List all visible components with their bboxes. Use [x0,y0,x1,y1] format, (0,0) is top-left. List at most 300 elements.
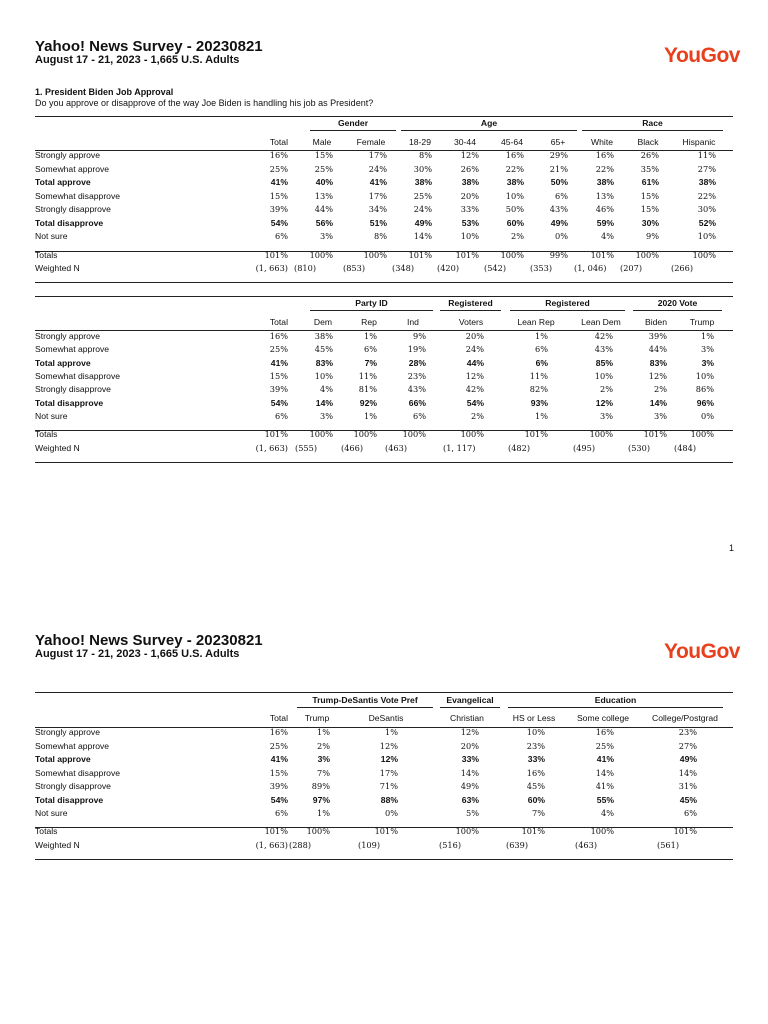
table-rule [35,296,733,297]
row-label: Total approve [35,754,91,764]
table-cell: 100% [589,429,613,439]
table-cell: (1, 663) [255,443,288,453]
table-cell: 39% [269,384,288,394]
table-cell: 14% [315,398,333,408]
table-cell: 6% [684,808,697,818]
group-header: Education [594,695,637,705]
table-cell: 31% [678,781,697,791]
table-cell: 3% [654,411,667,421]
table-cell: 100% [635,250,659,260]
table-cell: 15% [269,371,288,381]
row-label: Somewhat approve [35,164,110,174]
table-cell: 1% [364,331,377,341]
table-cell: 49% [414,218,432,228]
table-cell: 88% [380,795,398,805]
table-cell: 39% [269,204,288,214]
table-cell: 100% [306,826,330,836]
column-header: Ind [407,317,419,327]
table-cell: 101% [521,826,545,836]
table-cell: 11% [529,371,548,381]
row-label: Totals [35,826,58,836]
table-cell: 54% [270,795,288,805]
table-cell: 85% [595,358,613,368]
table-cell: 19% [407,344,426,354]
table-cell: (561) [657,840,680,850]
row-label: Strongly disapprove [35,781,111,791]
page1-subtitle: August 17 - 21, 2023 - 1,665 U.S. Adults [35,54,240,66]
column-header: 65+ [550,137,566,147]
table-cell: 101% [590,250,614,260]
column-header: Trump [304,713,330,723]
table-cell: 100% [363,250,387,260]
table-cell: 45% [314,344,333,354]
row-label: Strongly disapprove [35,204,111,214]
table-cell: 4% [601,808,614,818]
table-cell: 15% [640,204,659,214]
column-header: Lean Dem [581,317,621,327]
table-cell: 1% [385,727,398,737]
table-cell: 23% [526,741,545,751]
table-cell: 4% [601,231,614,241]
table-cell: (542) [484,263,507,273]
table-cell: 16% [595,727,614,737]
table-cell: 100% [402,429,426,439]
table-cell: 97% [312,795,330,805]
column-header: Lean Rep [517,317,555,327]
table-cell: 7% [532,808,545,818]
table-cell: 41% [595,781,614,791]
column-header: College/Postgrad [652,713,718,723]
column-header: DeSantis [368,713,404,723]
row-label: Total disapprove [35,398,104,408]
table-cell: 12% [648,371,667,381]
table-cell: 25% [314,164,333,174]
table-cell: 38% [314,331,333,341]
table-cell: (348) [392,263,415,273]
table-cell: 14% [678,768,697,778]
row-label: Strongly disapprove [35,384,111,394]
table-cell: 2% [511,231,524,241]
table-cell: 30% [641,218,659,228]
table-cell: 82% [529,384,548,394]
table-cell: (466) [341,443,364,453]
table-cell: 1% [364,411,377,421]
column-header: Total [269,317,288,327]
question-title: 1. President Biden Job Approval [35,87,174,97]
yougov-logo: YouGov [664,44,740,67]
table-cell: 44% [314,204,333,214]
table-cell: (420) [437,263,460,273]
table-cell: 100% [353,429,377,439]
table-cell: 7% [364,358,377,368]
table-cell: 0% [701,411,714,421]
column-header: Male [312,137,332,147]
table-cell: 3% [701,344,714,354]
table-cell: 0% [555,231,568,241]
table-cell: 10% [695,371,714,381]
table-cell: (1, 117) [443,443,476,453]
table-cell: 50% [505,204,524,214]
table-cell: 52% [698,218,716,228]
group-underline [310,130,396,131]
table-cell: 54% [270,218,288,228]
table-cell: 13% [595,191,614,201]
table-cell: 25% [595,741,614,751]
table-cell: 101% [264,826,288,836]
row-label: Not sure [35,231,68,241]
group-underline [633,310,722,311]
table-cell: 45% [679,795,697,805]
table-cell: 49% [550,218,568,228]
table-cell: (288) [289,840,312,850]
row-label: Somewhat disapprove [35,768,121,778]
table-cell: 41% [596,754,614,764]
table-cell: 83% [315,358,333,368]
table-cell: 25% [269,741,288,751]
column-header: Biden [645,317,667,327]
table-cell: 15% [640,191,659,201]
table-cell: 12% [460,727,479,737]
table-cell: 17% [368,191,387,201]
table-cell: 2% [317,741,330,751]
table-cell: 16% [595,150,614,160]
page-number: 1 [729,543,735,553]
table-cell: 101% [264,429,288,439]
table-cell: 51% [369,218,387,228]
table-rule [35,462,733,463]
table-cell: 40% [315,177,333,187]
table-cell: 9% [646,231,659,241]
table-cell: 12% [465,371,484,381]
table-cell: 46% [595,204,614,214]
table-cell: 6% [275,231,288,241]
table-cell: (555) [295,443,318,453]
column-header: White [591,137,613,147]
table-cell: 1% [317,808,330,818]
table-cell: (109) [358,840,381,850]
table-cell: 42% [465,384,484,394]
table-cell: 49% [679,754,697,764]
table-cell: 93% [530,398,548,408]
table-cell: 22% [697,191,716,201]
table-cell: 38% [461,177,479,187]
table-cell: 24% [465,344,484,354]
table-cell: 101% [643,429,667,439]
table-cell: 20% [465,331,484,341]
table-cell: 10% [314,371,333,381]
table-cell: 23% [678,727,697,737]
table-cell: 39% [269,781,288,791]
table-cell: 89% [311,781,330,791]
group-header: Age [480,118,498,128]
table-cell: 15% [269,191,288,201]
table-rule [35,859,733,860]
table-cell: 20% [460,191,479,201]
table-cell: 11% [697,150,716,160]
group-header: Registered [545,298,590,308]
column-header: 18-29 [409,137,431,147]
row-label: Totals [35,250,58,260]
row-label: Somewhat approve [35,344,110,354]
table-cell: 30% [697,204,716,214]
table-cell: 45% [526,781,545,791]
table-cell: 6% [535,344,548,354]
row-label: Strongly approve [35,150,100,160]
table-cell: 44% [648,344,667,354]
table-cell: 38% [414,177,432,187]
table-cell: 96% [696,398,714,408]
table-cell: 16% [526,768,545,778]
table-cell: 14% [413,231,432,241]
table-cell: 15% [269,768,288,778]
table-cell: (639) [506,840,529,850]
table-cell: 59% [596,218,614,228]
table-cell: 100% [309,250,333,260]
table-cell: 6% [364,344,377,354]
column-header: 45-64 [501,137,523,147]
row-label: Somewhat disapprove [35,371,121,381]
table-cell: 26% [460,164,479,174]
row-label: Somewhat disapprove [35,191,121,201]
table-cell: 22% [595,164,614,174]
table-cell: 11% [358,371,377,381]
table-cell: 15% [314,150,333,160]
table-cell: 9% [413,331,426,341]
column-header: Total [269,137,288,147]
table-cell: 60% [506,218,524,228]
table-cell: 14% [649,398,667,408]
table-cell: 66% [408,398,426,408]
row-label: Total approve [35,358,91,368]
table-cell: (1, 663) [255,840,288,850]
group-underline [582,130,723,131]
row-label: Weighted N [35,263,80,273]
table-cell: 83% [649,358,667,368]
table-cell: 10% [505,191,524,201]
table-cell: 5% [466,808,479,818]
row-label: Strongly approve [35,331,100,341]
table-cell: 7% [317,768,330,778]
group-underline [508,707,723,708]
table-cell: 12% [379,741,398,751]
table-cell: 63% [461,795,479,805]
table-cell: 61% [641,177,659,187]
table-cell: 101% [264,250,288,260]
table-cell: (853) [343,263,366,273]
page1-title: Yahoo! News Survey - 20230821 [35,38,263,55]
table-cell: 6% [413,411,426,421]
table-cell: 49% [460,781,479,791]
table-cell: 100% [692,250,716,260]
table-cell: 100% [455,826,479,836]
table-cell: 16% [269,331,288,341]
table-cell: 39% [648,331,667,341]
group-underline [310,310,433,311]
table-cell: 3% [320,231,333,241]
table-cell: 29% [549,150,568,160]
row-label: Not sure [35,411,68,421]
row-label: Not sure [35,808,68,818]
group-header: Party ID [355,298,388,308]
column-header: 30-44 [454,137,476,147]
table-cell: 24% [413,204,432,214]
row-label: Total disapprove [35,795,104,805]
group-header: Evangelical [446,695,494,705]
table-cell: 50% [550,177,568,187]
table-cell: 14% [595,768,614,778]
row-label: Weighted N [35,840,80,850]
table-cell: 8% [419,150,432,160]
column-header: Total [269,713,288,723]
table-cell: 24% [368,164,387,174]
table-cell: (463) [575,840,598,850]
table-cell: 1% [317,727,330,737]
table-cell: 101% [673,826,697,836]
table-cell: 41% [270,754,288,764]
table-cell: 6% [275,411,288,421]
group-header: Gender [337,118,369,128]
table-cell: 1% [535,411,548,421]
table-cell: 3% [317,754,330,764]
table-cell: 14% [460,768,479,778]
table-cell: 3% [320,411,333,421]
question-text: Do you approve or disapprove of the way Joe Biden is handling his job as President? [35,98,374,108]
table-cell: 43% [407,384,426,394]
table-cell: 6% [275,808,288,818]
table-cell: 41% [270,358,288,368]
table-cell: 3% [701,358,714,368]
table-cell: 43% [549,204,568,214]
column-header: Trump [689,317,715,327]
table-cell: (266) [671,263,694,273]
group-underline [297,707,433,708]
table-cell: 71% [379,781,398,791]
table-cell: 23% [407,371,426,381]
table-cell: 3% [600,411,613,421]
table-rule [35,282,733,283]
table-cell: 33% [461,754,479,764]
table-cell: 12% [460,150,479,160]
table-cell: 16% [505,150,524,160]
table-cell: 10% [594,371,613,381]
column-header: Hispanic [682,137,716,147]
table-cell: (810) [294,263,317,273]
table-cell: 81% [358,384,377,394]
column-header: Voters [458,317,484,327]
table-cell: 13% [314,191,333,201]
table-cell: 2% [654,384,667,394]
column-header: Female [356,137,386,147]
table-cell: (530) [628,443,651,453]
table-cell: 56% [315,218,333,228]
table-cell: 10% [526,727,545,737]
column-header: Christian [450,713,484,723]
table-cell: 55% [596,795,614,805]
table-cell: 34% [368,204,387,214]
table-cell: (463) [385,443,408,453]
table-cell: 12% [380,754,398,764]
page2-subtitle: August 17 - 21, 2023 - 1,665 U.S. Adults [35,648,240,660]
table-cell: (1, 046) [574,263,607,273]
table-cell: 2% [600,384,613,394]
column-header: Black [637,137,659,147]
table-cell: (516) [439,840,462,850]
table-cell: 60% [527,795,545,805]
group-header: Registered [448,298,493,308]
table-cell: 12% [595,398,613,408]
table-cell: 38% [506,177,524,187]
table-cell: (1, 663) [255,263,288,273]
table-cell: 16% [269,150,288,160]
table-cell: 26% [640,150,659,160]
table-cell: 33% [527,754,545,764]
table-cell: 2% [471,411,484,421]
column-header: HS or Less [512,713,556,723]
table-cell: 30% [413,164,432,174]
table-cell: 10% [697,231,716,241]
table-cell: 25% [269,164,288,174]
table-cell: 6% [555,191,568,201]
table-cell: 8% [374,231,387,241]
table-cell: 22% [505,164,524,174]
table-cell: 86% [695,384,714,394]
page2-title: Yahoo! News Survey - 20230821 [35,632,263,649]
table-cell: 43% [594,344,613,354]
table-cell: 101% [408,250,432,260]
table-cell: 10% [460,231,479,241]
table-cell: 100% [690,429,714,439]
yougov-logo: YouGov [664,640,740,663]
group-underline [440,707,500,708]
table-cell: 20% [460,741,479,751]
table-cell: 101% [455,250,479,260]
table-cell: 101% [524,429,548,439]
column-header: Rep [361,317,377,327]
row-label: Total approve [35,177,91,187]
table-rule [35,692,733,693]
table-cell: 100% [460,429,484,439]
column-header: Dem [313,317,333,327]
table-cell: (482) [508,443,531,453]
table-cell: (207) [620,263,643,273]
table-cell: 17% [368,150,387,160]
table-cell: 100% [500,250,524,260]
table-cell: 1% [701,331,714,341]
table-cell: 25% [413,191,432,201]
table-cell: 27% [678,741,697,751]
table-cell: 16% [269,727,288,737]
group-underline [510,310,625,311]
table-cell: 41% [369,177,387,187]
table-cell: 53% [461,218,479,228]
column-header: Some college [576,713,630,723]
row-label: Strongly approve [35,727,100,737]
table-cell: 41% [270,177,288,187]
table-cell: 54% [270,398,288,408]
row-label: Totals [35,429,58,439]
table-cell: 17% [379,768,398,778]
group-header: Trump-DeSantis Vote Pref [312,695,418,705]
table-rule [35,116,733,117]
table-cell: 28% [408,358,426,368]
table-cell: 6% [535,358,548,368]
table-cell: 100% [590,826,614,836]
table-cell: 44% [466,358,484,368]
group-underline [401,130,577,131]
row-label: Total disapprove [35,218,104,228]
table-cell: 101% [374,826,398,836]
table-cell: 4% [320,384,333,394]
